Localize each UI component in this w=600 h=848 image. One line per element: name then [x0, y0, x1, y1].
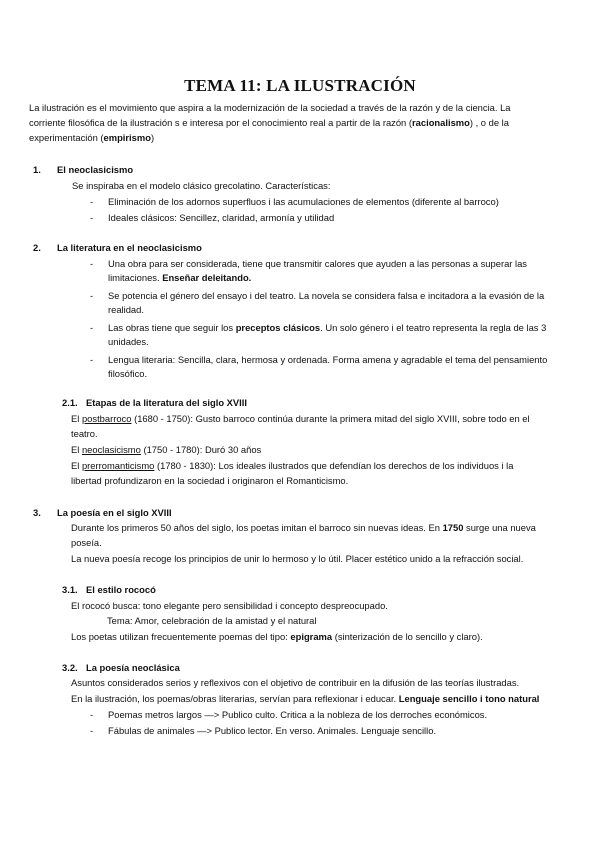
- s31-line-1: El rococó busca: tono elegante pero sensibilidad i concepto despreocupado.: [71, 600, 388, 611]
- s1-bullet-2: Ideales clásicos: Sencillez, claridad, armonía y utilidad: [108, 212, 335, 223]
- s2-bullet-4-line-2: filosófico.: [108, 368, 148, 379]
- s21-paragraph-1-line-1: El postbarroco (1680 - 1750): Gusto barroco continúa durante la primera mitad del siglo XVIII, sobre todo en el: [71, 413, 530, 424]
- bullet-dash: -: [90, 258, 94, 269]
- s2-bullet-2-line-2: realidad.: [108, 304, 144, 315]
- s32-bullet-1: Poemas metros largos —> Publico culto. Critica a la nobleza de los derroches económicos.: [108, 709, 488, 720]
- bullet-dash: -: [90, 354, 94, 365]
- bullet-dash: -: [90, 212, 94, 223]
- section-heading-2: La literatura en el neoclasicismo: [57, 242, 202, 253]
- s2-bullet-4-line-1: Lengua literaria: Sencilla, clara, hermosa y ordenada. Forma amena y agradable el tema del pensamiento: [108, 354, 548, 365]
- s32-line-1: Asuntos considerados serios y reflexivos con el objetivo de contribuir en la difusión de las teorías ilustradas.: [71, 677, 520, 688]
- s1-bullet-1: Eliminación de los adornos superfluos i las acumulaciones de elementos (diferente al barroco): [108, 196, 499, 207]
- bullet-dash: -: [90, 290, 94, 301]
- s21-paragraph-1-line-2: teatro.: [71, 428, 98, 439]
- section-heading-2-1: Etapas de la literatura del siglo XVIII: [86, 397, 247, 408]
- s2-bullet-3-line-1: Las obras tiene que seguir los preceptos clásicos. Un solo género i el teatro representa la regla de las 3: [108, 322, 547, 333]
- s3-line-3: La nueva poesía recoge los principios de unir lo hermoso y lo útil. Placer estético unido a la refracción social.: [71, 553, 524, 564]
- section-number-3-2: 3.2.: [62, 662, 78, 673]
- intro-line-2: corriente filosófica de la ilustración s e interesa por el conocimiento real a partir de la razón (racionalismo) , o de la: [29, 117, 509, 128]
- s3-line-2: poseía.: [71, 537, 102, 548]
- section-number-2: 2.: [33, 242, 41, 253]
- bullet-dash: -: [90, 725, 94, 736]
- s32-bullet-2: Fábulas de animales —> Publico lector. En verso. Animales. Lenguaje sencillo.: [108, 725, 437, 736]
- s2-bullet-1-line-1: Una obra para ser considerada, tiene que transmitir calores que ayuden a las personas a superar las: [108, 258, 527, 269]
- section-number-1: 1.: [33, 164, 41, 175]
- bullet-dash: -: [90, 196, 94, 207]
- section-heading-3-2: La poesía neoclásica: [86, 662, 180, 673]
- s21-paragraph-3-line-1: El prerromanticismo (1780 - 1830): Los ideales ilustrados que defendían los derechos de los individuos i la: [71, 460, 514, 471]
- s21-paragraph-2: El neoclasicismo (1750 - 1780): Duró 30 años: [71, 444, 262, 455]
- section-heading-3-1: El estilo rococó: [86, 584, 156, 595]
- bullet-dash: -: [90, 709, 94, 720]
- s1-text: Se inspiraba en el modelo clásico grecolatino. Características:: [72, 180, 331, 191]
- s32-line-2: En la ilustración, los poemas/obras literarias, servían para reflexionar i educar. Lenguaje sencillo i tono natural: [71, 693, 540, 704]
- bullet-dash: -: [90, 322, 94, 333]
- s3-line-1: Durante los primeros 50 años del siglo, los poetas imitan el barroco sin nuevas ideas. En 1750 surge una nueva: [71, 522, 536, 533]
- s2-bullet-2-line-1: Se potencia el género del ensayo i del teatro. La novela se considera falsa e incitadora a la evasión de la: [108, 290, 545, 301]
- s31-line-3: Los poetas utilizan frecuentemente poemas del tipo: epigrama (sinterización de lo sencillo y claro).: [71, 631, 483, 642]
- section-number-2-1: 2.1.: [62, 397, 78, 408]
- s31-line-2: Tema: Amor, celebración de la amistad y el natural: [107, 615, 317, 626]
- s2-bullet-1-line-2: limitaciones. Enseñar deleitando.: [108, 272, 252, 283]
- section-number-3-1: 3.1.: [62, 584, 78, 595]
- section-heading-3: La poesía en el siglo XVIII: [57, 507, 172, 518]
- page-title: TEMA 11: LA ILUSTRACIÓN: [184, 76, 416, 95]
- intro-line-3: experimentación (empirismo): [29, 132, 155, 143]
- intro-line-1: La ilustración es el movimiento que aspira a la modernización de la sociedad a través de la razón y de la ciencia. La: [29, 102, 511, 113]
- section-number-3: 3.: [33, 507, 41, 518]
- s21-paragraph-3-line-2: libertad profundizaron en la sociedad i originaron el Romanticismo.: [71, 475, 349, 486]
- s2-bullet-3-line-2: unidades.: [108, 336, 149, 347]
- section-heading-1: El neoclasicismo: [57, 164, 134, 175]
